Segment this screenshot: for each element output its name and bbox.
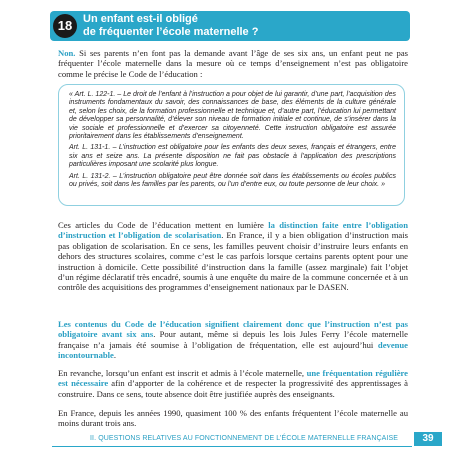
intro-paragraph bbox=[58, 48, 408, 79]
para2-text-1: Ces articles du Code de l’éducation mettent en lumière bbox=[58, 220, 269, 230]
intro-text: Si ses parents n’en font pas la demande avant l’âge de ses six ans, un enfant peut ne pas fréquenter l’école maternelle dans la mesure où ce temps d’enseignement n’est pas obligatoire comme le précise le Code de l’éducation : bbox=[58, 48, 408, 79]
intro-lead: Non. bbox=[58, 48, 76, 58]
para3-text-1: . Pour autant, même si depuis les lois Jules Ferry l’école maternelle française n’a jamais été soumise à l’obligation de fréquentation, elle est aujourd’hui bbox=[58, 329, 408, 350]
paragraph-not-obligatory bbox=[58, 319, 408, 361]
para4-highlight: une fréquentation régulière est nécessaire bbox=[58, 368, 408, 389]
question-title bbox=[83, 13, 403, 39]
question-title-line-2: de fréquenter l’école maternelle ? bbox=[83, 26, 259, 38]
quote-article-l131-1: Art. L. 131-1. – L’instruction est obligatoire pour les enfants des deux sexes, français et étrangers, entre six ans et seize ans. La présente disposition ne fait pas obstacle à l’application des prescriptions particulières imposant une scolarité plus longue. bbox=[69, 144, 396, 169]
question-header bbox=[50, 11, 410, 41]
code-quote-box bbox=[58, 84, 405, 206]
para2-highlight: la distinction faite entre l’obligation d’instruction et l’obligation de scolarisation bbox=[58, 220, 408, 241]
paragraph-attendance bbox=[58, 368, 408, 399]
para3-highlight-1: Les contenus du Code de l’éducation signifient clairement donc que l’instruction n’est pas obligatoire avant six ans bbox=[58, 319, 408, 340]
quote-article-l122-1: « Art. L. 122-1. – Le droit de l’enfant à l’instruction a pour objet de lui garantir, d’une part, l’acquisition des instruments fondamentaux du savoir, des connaissances de base, des éléments de la culture générale et, selon les choix, de la formation professionnelle et technique et, d’autre part, l’éducation lui permettant de développer sa personnalité, d’élever son niveau de formation initiale et continue, de s’insérer dans la vie sociale et professionnelle et d’exercer sa citoyenneté. Cette instruction obligatoire est assurée prioritairement dans les établissements d’enseignement. bbox=[69, 91, 396, 141]
footer-section-title: II. QUESTIONS RELATIVES AU FONCTIONNEMENT DE L’ÉCOLE MATERNELLE FRANÇAISE bbox=[90, 435, 398, 442]
question-number-badge: 18 bbox=[53, 14, 77, 38]
footer-divider bbox=[52, 446, 412, 447]
para3-text-2: . bbox=[113, 350, 117, 361]
paragraph-distinction bbox=[58, 220, 408, 293]
para5-text: En France, depuis les années 1990, quasiment 100 % des enfants fréquentent l’école maternelle au moins durant trois ans. bbox=[58, 408, 408, 429]
para4-text-1: En revanche, lorsqu’un enfant est inscrit et admis à l’école maternelle, bbox=[58, 368, 307, 378]
para4-text-2: afin d’apporter de la cohérence et de respecter la progressivité des apprentissages à construire. Dans ce sens, toute absence doit être justifiée auprès des enseignants. bbox=[58, 378, 408, 399]
paragraph-statistics bbox=[58, 408, 408, 429]
para2-text-2: . En France, il y a bien obligation d’instruction mais pas obligation de scolarisation. En ce sens, les familles peuvent choisir d’instruire leurs enfants en dehors des structures scolaires, comme c’est le cas parfois lorsque certains parents optent pour une instruction à domicile. Cette possibilité d’instruction dans la famille (assez marginale) fait l’objet d’un régime déclaratif très encadré, soumis à une enquête du maire de la commune concernée et à un contrôle des acquisitions des programmes d’enseignement nationaux par le DASEN. bbox=[58, 230, 408, 293]
page-number: 39 bbox=[414, 432, 442, 446]
para3-highlight-2: devenue incontournable bbox=[58, 339, 408, 361]
question-title-line-1: Un enfant est-il obligé bbox=[83, 13, 198, 25]
quote-article-l131-2: Art. L. 131-2. – L’instruction obligatoire peut être donnée soit dans les établissements ou écoles publics ou privés, soit dans les familles par les parents, ou l’un d’entre eux, ou toute personne de leur choix. » bbox=[69, 172, 396, 189]
